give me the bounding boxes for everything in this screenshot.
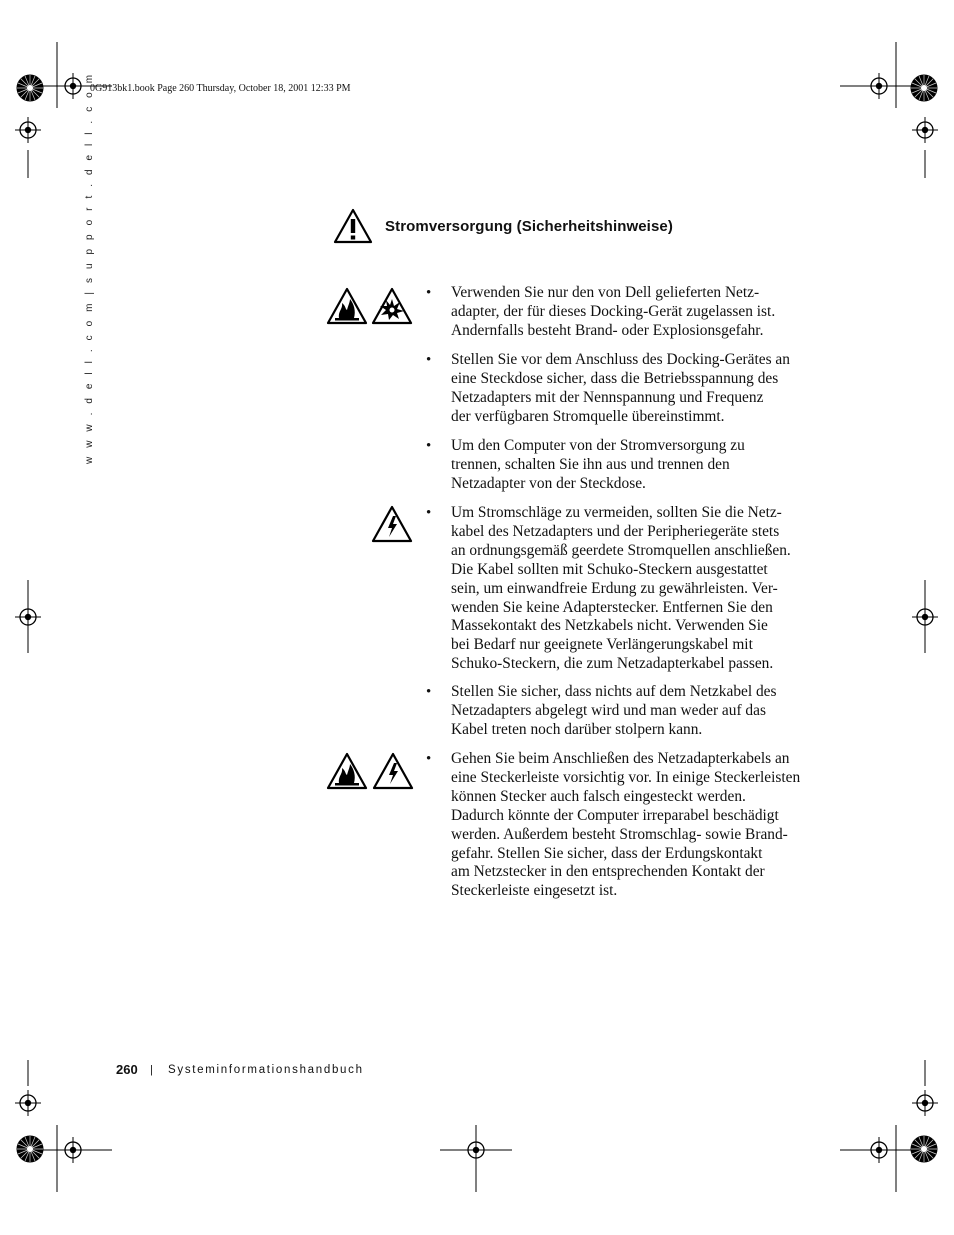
list-item — [426, 683, 816, 743]
bullet: • — [426, 285, 432, 301]
list-item-text: Verwenden Sie nur den von Dell gelieferten Netz- adapter, der für dieses Docking-Gerät zugelassen ist. Andernfalls besteht Brand- oder Explosionsgefahr. — [451, 284, 776, 339]
bullet: • — [426, 352, 432, 368]
list-item — [426, 437, 816, 497]
footer-separator: | — [150, 1064, 153, 1076]
page-title: Stromversorgung (Sicherheitshinweise) — [385, 217, 673, 235]
list-item-text: Gehen Sie beim Anschließen des Netzadapterkabels an eine Steckerleiste vorsichtig vor. In einige Steckerleisten können Stecker auch falsch eingesteckt werden. Dadurch könnte der Computer irreparabel beschädigt werden. Außerdem besteht Stromschlag- sowie Brand- gefahr. Stellen Sie sicher, dass der Erdungskontakt am Netzstecker in den entsprechenden Kontakt der Steckerleiste eingesetzt ist. — [451, 750, 801, 900]
bullet: • — [426, 438, 432, 454]
caution-triangle-icon — [333, 208, 373, 244]
print-header: 0G913bk1.book Page 260 Thursday, October 18, 2001 12:33 PM — [90, 83, 351, 94]
list-item — [426, 351, 816, 429]
list-item — [426, 284, 816, 344]
fire-hazard-icon — [326, 752, 368, 790]
page-number: 260 — [116, 1062, 138, 1077]
list-item-text: Um den Computer von der Stromversorgung zu trennen, schalten Sie ihn aus und trennen den Netzadapter von der Steckdose. — [451, 437, 745, 492]
bullet: • — [426, 751, 432, 767]
explosion-hazard-icon — [371, 287, 413, 325]
section-heading — [333, 208, 673, 244]
electric-shock-icon — [371, 505, 413, 543]
list-item-text: Um Stromschläge zu vermeiden, sollten Sie die Netz- kabel des Netzadapters und der Peripheriegeräte stets an ordnungsgemäß geerdete Stromquellen anschließen. Die Kabel sollten mit Schuko-Steckern ausgestattet sein, um einwandfreie Erdung zu gewährleisten. Ver- wenden Sie keine Adapterstecker. Entfernen Sie den Massekontakt des Netzkabels nicht. Verwenden Sie bei Bedarf nur geeignete Verlängerungskabel mit Schuko-Steckern, die zum Netzadapterkabel passen. — [451, 504, 791, 673]
electric-shock-icon — [372, 752, 414, 790]
footer-title: Systeminformationshandbuch — [168, 1064, 364, 1076]
side-url: w w w . d e l l . c o m | s u p p o r t . d e l l . c o m — [84, 71, 95, 464]
fire-hazard-icon — [326, 287, 368, 325]
list-item — [426, 504, 816, 676]
bullet: • — [426, 684, 432, 700]
bullet: • — [426, 505, 432, 521]
list-item-text: Stellen Sie vor dem Anschluss des Docking-Gerätes an eine Steckdose sicher, dass die Betriebsspannung des Netzadapters mit der Nennspannung und Frequenz der verfügbaren Stromquelle übereinstimmt. — [451, 351, 790, 425]
list-item-text: Stellen Sie sicher, dass nichts auf dem Netzkabel des Netzadapters abgelegt wird und man weder auf das Kabel treten noch darüber stolpern kann. — [451, 683, 777, 738]
list-item — [426, 750, 816, 902]
